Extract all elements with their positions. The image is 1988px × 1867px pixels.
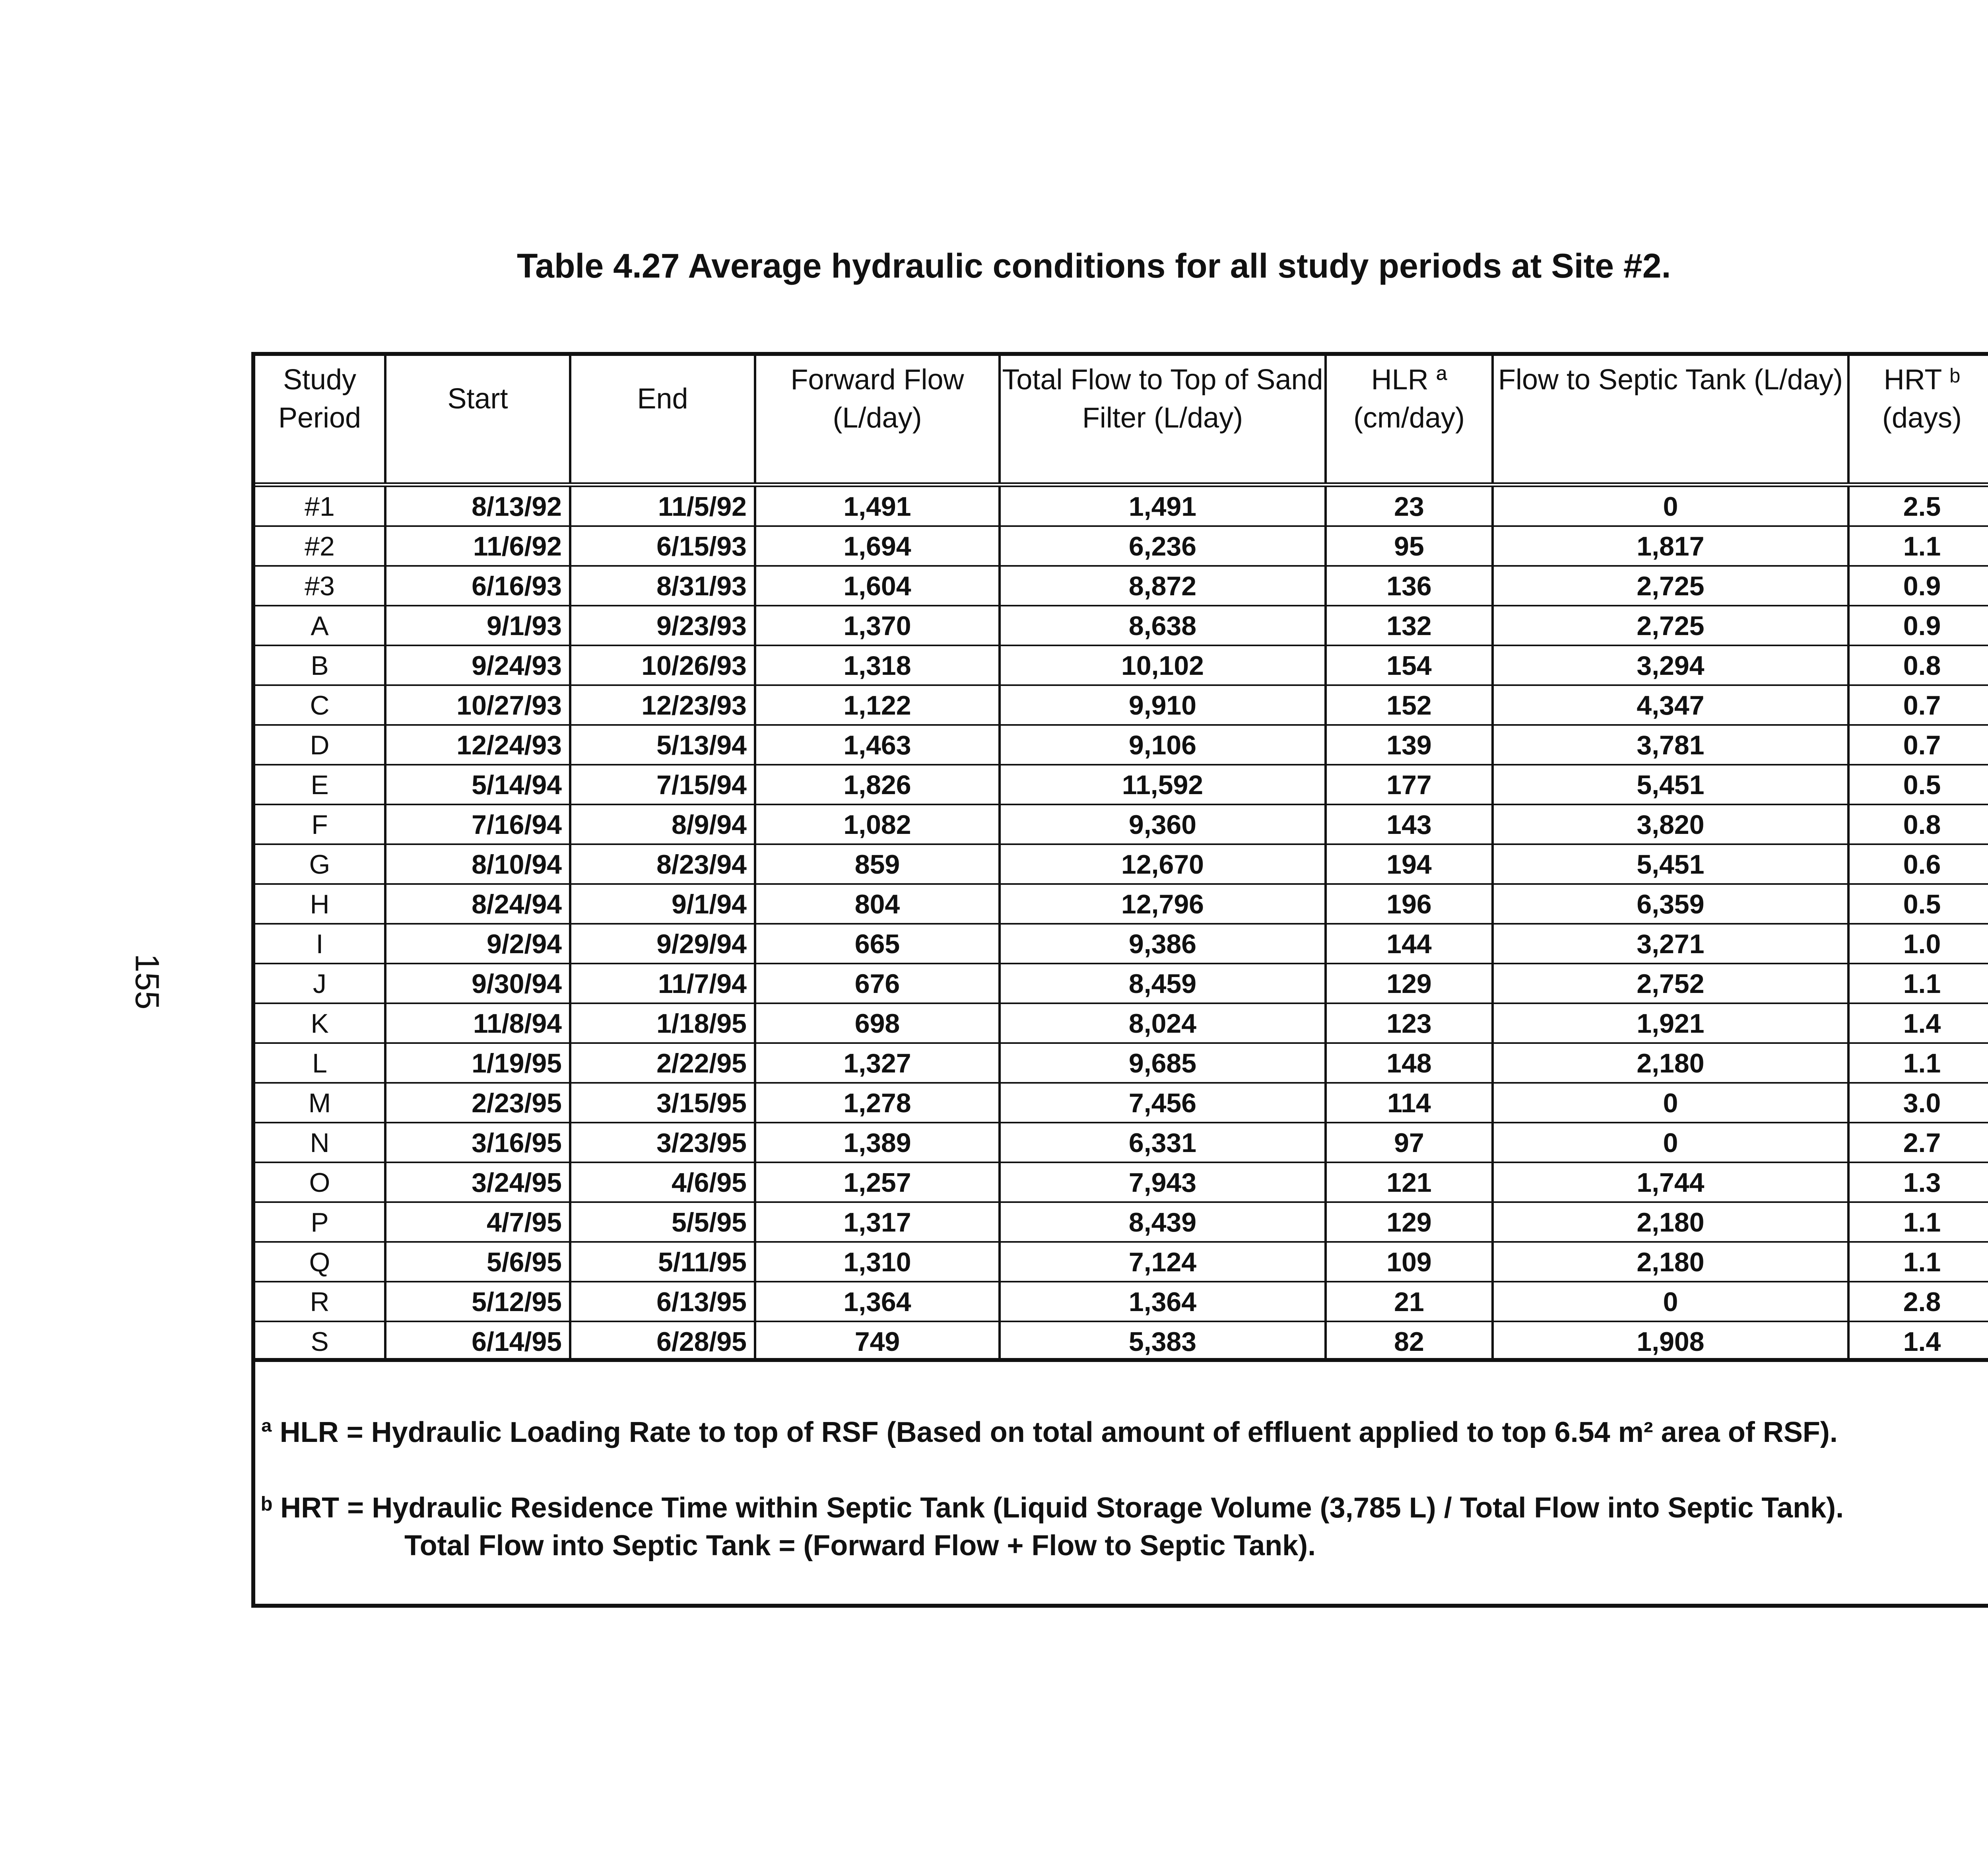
table-row bbox=[255, 1203, 1988, 1243]
header-start: Start bbox=[386, 356, 571, 482]
cell-end: 3/23/95 bbox=[571, 1123, 756, 1162]
cell-study-period: F bbox=[255, 805, 386, 843]
table-row bbox=[255, 845, 1988, 885]
data-table bbox=[251, 352, 1988, 1608]
cell-total-flow: 9,910 bbox=[1001, 686, 1327, 724]
table-row bbox=[255, 805, 1988, 845]
cell-hrt: 0.7 bbox=[1850, 726, 1988, 764]
cell-flow-to-septic: 1,908 bbox=[1494, 1322, 1850, 1360]
cell-end: 1/18/95 bbox=[571, 1004, 756, 1042]
cell-flow-to-septic: 1,817 bbox=[1494, 527, 1850, 565]
cell-study-period: H bbox=[255, 885, 386, 923]
table-row bbox=[255, 567, 1988, 606]
cell-hlr: 148 bbox=[1327, 1044, 1494, 1082]
cell-study-period: M bbox=[255, 1084, 386, 1122]
cell-total-flow: 6,331 bbox=[1001, 1123, 1327, 1162]
cell-forward-flow: 1,370 bbox=[756, 606, 1001, 645]
cell-forward-flow: 804 bbox=[756, 885, 1001, 923]
page-number: 155 bbox=[128, 954, 166, 1010]
cell-forward-flow: 1,327 bbox=[756, 1044, 1001, 1082]
cell-forward-flow: 676 bbox=[756, 964, 1001, 1002]
cell-total-flow: 9,106 bbox=[1001, 726, 1327, 764]
cell-flow-to-septic: 2,180 bbox=[1494, 1203, 1850, 1241]
cell-start: 9/1/93 bbox=[386, 606, 571, 645]
cell-forward-flow: 859 bbox=[756, 845, 1001, 883]
table-row bbox=[255, 925, 1988, 964]
cell-flow-to-septic: 6,359 bbox=[1494, 885, 1850, 923]
cell-forward-flow: 1,082 bbox=[756, 805, 1001, 843]
footnote-hlr: ª HLR = Hydraulic Loading Rate to top of RSF (Based on total amount of effluent applied to top 6.54 m² area of RSF). bbox=[261, 1416, 1838, 1448]
footnotes bbox=[255, 1358, 1988, 1605]
cell-study-period: G bbox=[255, 845, 386, 883]
cell-hrt: 1.1 bbox=[1850, 1044, 1988, 1082]
cell-hlr: 97 bbox=[1327, 1123, 1494, 1162]
cell-hlr: 136 bbox=[1327, 567, 1494, 605]
cell-forward-flow: 1,463 bbox=[756, 726, 1001, 764]
cell-hlr: 129 bbox=[1327, 1203, 1494, 1241]
cell-total-flow: 9,685 bbox=[1001, 1044, 1327, 1082]
cell-hrt: 1.1 bbox=[1850, 1203, 1988, 1241]
cell-hlr: 196 bbox=[1327, 885, 1494, 923]
header-forward-flow: Forward Flow (L/day) bbox=[756, 356, 1001, 482]
cell-total-flow: 7,124 bbox=[1001, 1243, 1327, 1281]
cell-hrt: 2.8 bbox=[1850, 1282, 1988, 1321]
cell-study-period: O bbox=[255, 1163, 386, 1201]
cell-hlr: 144 bbox=[1327, 925, 1494, 963]
header-end: End bbox=[571, 356, 756, 482]
cell-hrt: 1.1 bbox=[1850, 964, 1988, 1002]
cell-total-flow: 5,383 bbox=[1001, 1322, 1327, 1360]
table-row bbox=[255, 646, 1988, 686]
table-title: Table 4.27 Average hydraulic conditions for all study periods at Site #2. bbox=[517, 247, 1671, 285]
cell-start: 3/24/95 bbox=[386, 1163, 571, 1201]
cell-total-flow: 9,360 bbox=[1001, 805, 1327, 843]
cell-hlr: 154 bbox=[1327, 646, 1494, 684]
cell-hrt: 0.9 bbox=[1850, 606, 1988, 645]
cell-study-period: #1 bbox=[255, 487, 386, 525]
cell-forward-flow: 665 bbox=[756, 925, 1001, 963]
cell-hrt: 1.4 bbox=[1850, 1004, 1988, 1042]
cell-total-flow: 12,670 bbox=[1001, 845, 1327, 883]
table-header-row bbox=[255, 356, 1988, 487]
cell-hrt: 1.3 bbox=[1850, 1163, 1988, 1201]
cell-end: 9/1/94 bbox=[571, 885, 756, 923]
footnote-hrt: ᵇ HRT = Hydraulic Residence Time within Septic Tank (Liquid Storage Volume (3,785 L) / Total Flow into Septic Tank). bbox=[261, 1492, 1844, 1524]
cell-study-period: E bbox=[255, 765, 386, 804]
cell-end: 3/15/95 bbox=[571, 1084, 756, 1122]
cell-hlr: 82 bbox=[1327, 1322, 1494, 1360]
table-row bbox=[255, 1282, 1988, 1322]
cell-forward-flow: 749 bbox=[756, 1322, 1001, 1360]
cell-forward-flow: 1,257 bbox=[756, 1163, 1001, 1201]
cell-flow-to-septic: 3,271 bbox=[1494, 925, 1850, 963]
cell-flow-to-septic: 2,180 bbox=[1494, 1044, 1850, 1082]
cell-hrt: 0.8 bbox=[1850, 646, 1988, 684]
table-row bbox=[255, 1123, 1988, 1163]
cell-end: 5/5/95 bbox=[571, 1203, 756, 1241]
cell-start: 7/16/94 bbox=[386, 805, 571, 843]
cell-flow-to-septic: 0 bbox=[1494, 1282, 1850, 1321]
cell-flow-to-septic: 5,451 bbox=[1494, 765, 1850, 804]
cell-total-flow: 6,236 bbox=[1001, 527, 1327, 565]
cell-hlr: 23 bbox=[1327, 487, 1494, 525]
cell-hrt: 1.4 bbox=[1850, 1322, 1988, 1360]
cell-study-period: J bbox=[255, 964, 386, 1002]
cell-total-flow: 8,872 bbox=[1001, 567, 1327, 605]
cell-forward-flow: 1,826 bbox=[756, 765, 1001, 804]
cell-forward-flow: 1,317 bbox=[756, 1203, 1001, 1241]
cell-forward-flow: 1,278 bbox=[756, 1084, 1001, 1122]
cell-forward-flow: 1,491 bbox=[756, 487, 1001, 525]
cell-hrt: 1.0 bbox=[1850, 925, 1988, 963]
cell-end: 11/5/92 bbox=[571, 487, 756, 525]
cell-start: 5/14/94 bbox=[386, 765, 571, 804]
header-total-flow: Total Flow to Top of Sand Filter (L/day) bbox=[1001, 356, 1327, 482]
table-row bbox=[255, 686, 1988, 726]
cell-study-period: K bbox=[255, 1004, 386, 1042]
cell-flow-to-septic: 1,744 bbox=[1494, 1163, 1850, 1201]
cell-start: 8/24/94 bbox=[386, 885, 571, 923]
cell-start: 8/10/94 bbox=[386, 845, 571, 883]
cell-start: 1/19/95 bbox=[386, 1044, 571, 1082]
cell-forward-flow: 1,318 bbox=[756, 646, 1001, 684]
cell-forward-flow: 1,694 bbox=[756, 527, 1001, 565]
cell-hrt: 0.5 bbox=[1850, 885, 1988, 923]
cell-study-period: #2 bbox=[255, 527, 386, 565]
cell-hlr: 95 bbox=[1327, 527, 1494, 565]
cell-total-flow: 8,638 bbox=[1001, 606, 1327, 645]
cell-flow-to-septic: 0 bbox=[1494, 487, 1850, 525]
cell-flow-to-septic: 1,921 bbox=[1494, 1004, 1850, 1042]
table-row bbox=[255, 527, 1988, 567]
cell-start: 6/14/95 bbox=[386, 1322, 571, 1360]
cell-end: 10/26/93 bbox=[571, 646, 756, 684]
cell-start: 5/6/95 bbox=[386, 1243, 571, 1281]
header-hrt: HRT ᵇ (days) bbox=[1850, 356, 1988, 482]
cell-total-flow: 10,102 bbox=[1001, 646, 1327, 684]
table-row bbox=[255, 1243, 1988, 1282]
cell-end: 11/7/94 bbox=[571, 964, 756, 1002]
table-row bbox=[255, 765, 1988, 805]
cell-hrt: 0.7 bbox=[1850, 686, 1988, 724]
cell-start: 8/13/92 bbox=[386, 487, 571, 525]
table-row bbox=[255, 964, 1988, 1004]
cell-flow-to-septic: 2,752 bbox=[1494, 964, 1850, 1002]
cell-study-period: L bbox=[255, 1044, 386, 1082]
cell-hrt: 0.9 bbox=[1850, 567, 1988, 605]
cell-start: 10/27/93 bbox=[386, 686, 571, 724]
cell-hlr: 121 bbox=[1327, 1163, 1494, 1201]
cell-end: 5/11/95 bbox=[571, 1243, 756, 1281]
cell-study-period: #3 bbox=[255, 567, 386, 605]
cell-start: 9/30/94 bbox=[386, 964, 571, 1002]
cell-total-flow: 7,943 bbox=[1001, 1163, 1327, 1201]
cell-start: 3/16/95 bbox=[386, 1123, 571, 1162]
cell-hrt: 0.8 bbox=[1850, 805, 1988, 843]
cell-start: 12/24/93 bbox=[386, 726, 571, 764]
cell-start: 6/16/93 bbox=[386, 567, 571, 605]
table-row bbox=[255, 1163, 1988, 1203]
footnote-hrt-continued: Total Flow into Septic Tank = (Forward Flow + Flow to Septic Tank). bbox=[404, 1530, 1316, 1562]
table-row bbox=[255, 1044, 1988, 1084]
cell-hlr: 143 bbox=[1327, 805, 1494, 843]
cell-study-period: B bbox=[255, 646, 386, 684]
cell-hrt: 1.1 bbox=[1850, 527, 1988, 565]
cell-flow-to-septic: 2,725 bbox=[1494, 567, 1850, 605]
cell-flow-to-septic: 0 bbox=[1494, 1123, 1850, 1162]
cell-start: 4/7/95 bbox=[386, 1203, 571, 1241]
cell-flow-to-septic: 3,294 bbox=[1494, 646, 1850, 684]
cell-end: 9/29/94 bbox=[571, 925, 756, 963]
table-row bbox=[255, 1004, 1988, 1044]
cell-forward-flow: 1,604 bbox=[756, 567, 1001, 605]
cell-total-flow: 12,796 bbox=[1001, 885, 1327, 923]
cell-start: 11/6/92 bbox=[386, 527, 571, 565]
cell-hlr: 109 bbox=[1327, 1243, 1494, 1281]
cell-hlr: 132 bbox=[1327, 606, 1494, 645]
cell-hlr: 194 bbox=[1327, 845, 1494, 883]
cell-total-flow: 11,592 bbox=[1001, 765, 1327, 804]
cell-hrt: 2.7 bbox=[1850, 1123, 1988, 1162]
table-row bbox=[255, 1084, 1988, 1123]
cell-hlr: 177 bbox=[1327, 765, 1494, 804]
cell-hlr: 139 bbox=[1327, 726, 1494, 764]
cell-study-period: A bbox=[255, 606, 386, 645]
cell-hrt: 0.5 bbox=[1850, 765, 1988, 804]
cell-hrt: 1.1 bbox=[1850, 1243, 1988, 1281]
cell-end: 6/28/95 bbox=[571, 1322, 756, 1360]
cell-study-period: N bbox=[255, 1123, 386, 1162]
cell-end: 8/23/94 bbox=[571, 845, 756, 883]
header-flow-to-septic: Flow to Septic Tank (L/day) bbox=[1494, 356, 1850, 482]
cell-forward-flow: 1,122 bbox=[756, 686, 1001, 724]
cell-hrt: 2.5 bbox=[1850, 487, 1988, 525]
cell-flow-to-septic: 4,347 bbox=[1494, 686, 1850, 724]
cell-total-flow: 8,024 bbox=[1001, 1004, 1327, 1042]
header-study-period: Study Period bbox=[255, 356, 386, 482]
cell-hlr: 152 bbox=[1327, 686, 1494, 724]
header-hlr: HLR ª (cm/day) bbox=[1327, 356, 1494, 482]
cell-forward-flow: 698 bbox=[756, 1004, 1001, 1042]
cell-hlr: 123 bbox=[1327, 1004, 1494, 1042]
cell-start: 11/8/94 bbox=[386, 1004, 571, 1042]
cell-study-period: S bbox=[255, 1322, 386, 1360]
cell-forward-flow: 1,389 bbox=[756, 1123, 1001, 1162]
cell-study-period: R bbox=[255, 1282, 386, 1321]
cell-start: 5/12/95 bbox=[386, 1282, 571, 1321]
cell-study-period: I bbox=[255, 925, 386, 963]
table-row bbox=[255, 726, 1988, 765]
cell-total-flow: 9,386 bbox=[1001, 925, 1327, 963]
cell-total-flow: 8,459 bbox=[1001, 964, 1327, 1002]
cell-total-flow: 1,364 bbox=[1001, 1282, 1327, 1321]
cell-hrt: 3.0 bbox=[1850, 1084, 1988, 1122]
cell-study-period: D bbox=[255, 726, 386, 764]
cell-end: 8/31/93 bbox=[571, 567, 756, 605]
cell-study-period: P bbox=[255, 1203, 386, 1241]
cell-flow-to-septic: 5,451 bbox=[1494, 845, 1850, 883]
cell-end: 2/22/95 bbox=[571, 1044, 756, 1082]
cell-flow-to-septic: 2,180 bbox=[1494, 1243, 1850, 1281]
table-row bbox=[255, 885, 1988, 925]
cell-hlr: 129 bbox=[1327, 964, 1494, 1002]
cell-forward-flow: 1,310 bbox=[756, 1243, 1001, 1281]
cell-end: 9/23/93 bbox=[571, 606, 756, 645]
cell-end: 5/13/94 bbox=[571, 726, 756, 764]
cell-flow-to-septic: 2,725 bbox=[1494, 606, 1850, 645]
cell-total-flow: 1,491 bbox=[1001, 487, 1327, 525]
cell-end: 8/9/94 bbox=[571, 805, 756, 843]
cell-flow-to-septic: 3,820 bbox=[1494, 805, 1850, 843]
cell-end: 6/13/95 bbox=[571, 1282, 756, 1321]
cell-hrt: 0.6 bbox=[1850, 845, 1988, 883]
cell-end: 6/15/93 bbox=[571, 527, 756, 565]
table-row bbox=[255, 1322, 1988, 1362]
cell-total-flow: 8,439 bbox=[1001, 1203, 1327, 1241]
cell-hlr: 114 bbox=[1327, 1084, 1494, 1122]
cell-study-period: Q bbox=[255, 1243, 386, 1281]
cell-flow-to-septic: 0 bbox=[1494, 1084, 1850, 1122]
cell-start: 2/23/95 bbox=[386, 1084, 571, 1122]
cell-flow-to-septic: 3,781 bbox=[1494, 726, 1850, 764]
cell-forward-flow: 1,364 bbox=[756, 1282, 1001, 1321]
cell-end: 4/6/95 bbox=[571, 1163, 756, 1201]
cell-end: 12/23/93 bbox=[571, 686, 756, 724]
cell-hlr: 21 bbox=[1327, 1282, 1494, 1321]
table-row bbox=[255, 487, 1988, 527]
cell-study-period: C bbox=[255, 686, 386, 724]
table-row bbox=[255, 606, 1988, 646]
cell-start: 9/24/93 bbox=[386, 646, 571, 684]
cell-total-flow: 7,456 bbox=[1001, 1084, 1327, 1122]
cell-start: 9/2/94 bbox=[386, 925, 571, 963]
cell-end: 7/15/94 bbox=[571, 765, 756, 804]
